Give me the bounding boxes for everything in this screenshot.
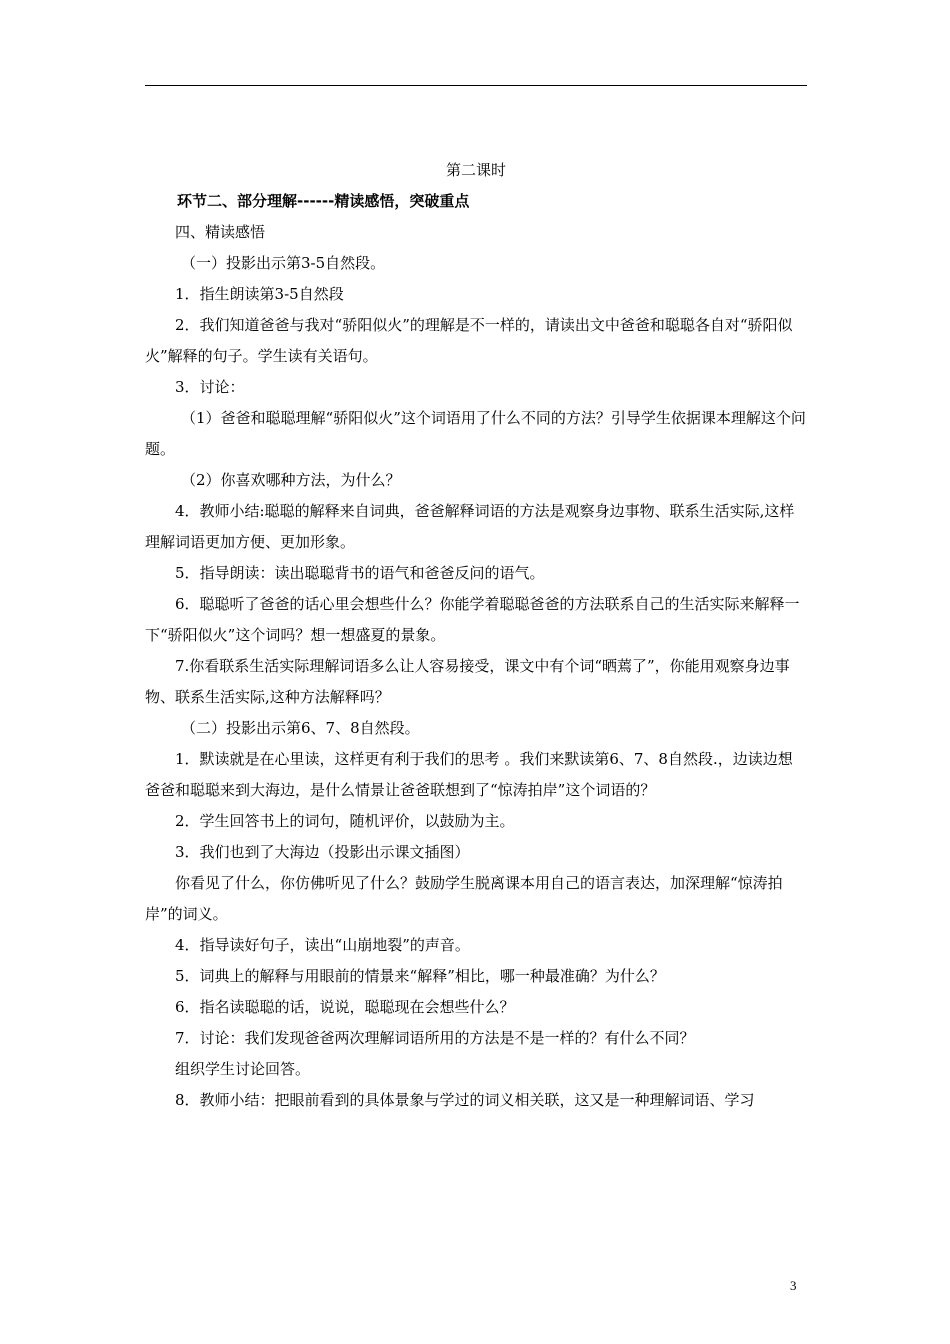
paragraph: （1）爸爸和聪聪理解“骄阳似火”这个词语用了什么不同的方法？引导学生依据课本理解这个问题。 (145, 409, 806, 458)
paragraph: 1．指生朗读第3-5自然段 (175, 285, 344, 303)
paragraph: 6．指名读聪聪的话，说说，聪聪现在会想些什么？ (175, 998, 515, 1016)
paragraph: （二）投影出示第6、7、8自然段。 (181, 719, 420, 737)
lesson-title: 第二课时 (445, 161, 506, 179)
paragraph: 7．讨论：我们发现爸爸两次理解词语所用的方法是不是一样的？有什么不同？ (175, 1029, 695, 1047)
page-number: 3 (790, 1278, 797, 1293)
paragraph: 5．词典上的解释与用眼前的情景来“解释”相比，哪一种最准确？为什么？ (175, 967, 665, 985)
paragraph: （2）你喜欢哪种方法，为什么？ (181, 471, 401, 489)
paragraph: 4．教师小结:聪聪的解释来自词典，爸爸解释词语的方法是观察身边事物、联系生活实际,这样理解词语更加方便、更加形象。 (145, 502, 795, 551)
document-body (145, 155, 807, 1116)
paragraph: 2．我们知道爸爸与我对“骄阳似火”的理解是不一样的，请读出文中爸爸和聪聪各自对“骄阳似火”解释的句子。学生读有关语句。 (145, 316, 793, 365)
paragraph: 1．默读就是在心里读，这样更有利于我们的思考 。我们来默读第6、7、8自然段.，边读边想爸爸和聪聪来到大海边，是什么情景让爸爸联想到了“惊涛拍岸”这个词语的？ (145, 750, 793, 799)
paragraph: 3．讨论： (175, 378, 245, 396)
paragraph: 四、精读感悟 (175, 223, 266, 241)
paragraph: 4．指导读好句子，读出“山崩地裂”的声音。 (175, 936, 470, 954)
paragraph: （一）投影出示第3-5自然段。 (181, 254, 386, 272)
header-rule (145, 85, 807, 86)
paragraph: 8．教师小结：把眼前看到的具体景象与学过的词义相关联，这又是一种理解词语、学习 (175, 1091, 755, 1109)
section-heading: 环节二、部分理解------精读感悟，突破重点 (177, 192, 470, 210)
paragraph: 7.你看联系生活实际理解词语多么让人容易接受，课文中有个词“晒蔫了”，你能用观察身边事物、联系生活实际,这种方法解释吗？ (145, 657, 790, 706)
paragraph: 2．学生回答书上的词句，随机评价，以鼓励为主。 (175, 812, 515, 830)
paragraph: 3．我们也到了大海边（投影出示课文插图） (175, 843, 470, 861)
paragraph: 5．指导朗读：读出聪聪背书的语气和爸爸反问的语气。 (175, 564, 545, 582)
paragraph: 你看见了什么，你仿佛听见了什么？鼓励学生脱离课本用自己的语言表达，加深理解“惊涛拍岸”的词义。 (145, 874, 783, 923)
paragraph: 组织学生讨论回答。 (175, 1060, 311, 1078)
paragraph: 6．聪聪听了爸爸的话心里会想些什么？你能学着聪聪爸爸的方法联系自己的生活实际来解释一下“骄阳似火”这个词吗？想一想盛夏的景象。 (145, 595, 800, 644)
